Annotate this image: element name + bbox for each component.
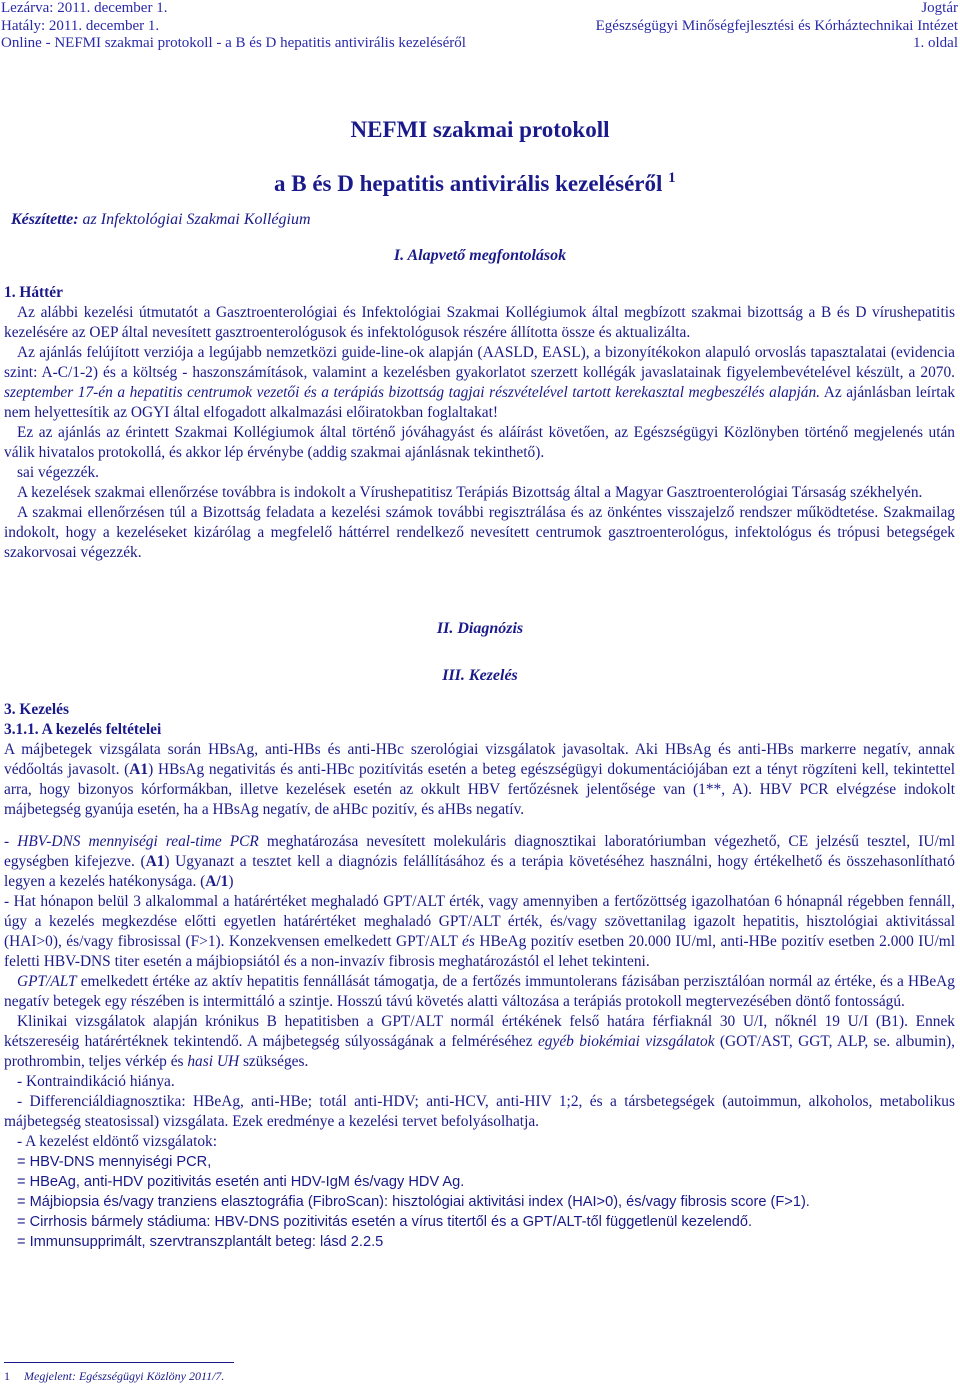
k1-text-b: ) HBsAg negativitás és anti-HBc pozitívitás esetén a beteg egészségügyi dokumentációjában ezt a tényt rögzíteni kell, tekintettel arra, hogy bizonyos kórformákban, illetve kezelések esetén az okkult HBV fertőzésnek jelentősége van (1**, A). HBV PCR elvégzése indokolt májbetegség gyanúja esetén, ha a HBsAg negatív, de aHBc pozitív, és aHBs negatív. (4, 761, 955, 818)
footnote-ref[interactable]: 1 (668, 170, 676, 186)
header-closed-date: Lezárva: 2011. december 1. (1, 0, 168, 16)
hatter-section (4, 283, 955, 563)
kezeles-paragraph-2 (4, 832, 955, 892)
kezeles-paragraph-7: - Differenciáldiagnosztika: HBeAg, anti-HBe; totál anti-HDV; anti-HCV, anti-HIV 1;2, és a társbetegségek (autoimmun, alkoholos, metabolikus májbetegség steatosissal) vizsgálata. Ezek eredménye a kezelési tervet befolyásolhatja. (4, 1093, 955, 1130)
k2-dash: - (4, 833, 18, 850)
k1-text-a: A májbetegek vizsgálata során HBsAg, anti-HBs és anti-HBc szerológiai vizsgálatok javasoltak. Aki HBsAg és anti-HBs markerre negatív, annak védőoltás javasolt. ( (4, 741, 955, 778)
kezeles-paragraph-3 (4, 892, 955, 972)
kezeles-section (4, 700, 955, 1252)
header-effective-date: Hatály: 2011. december 1. (1, 17, 160, 34)
k3-text-b: HBeAg pozitív esetben 20.000 IU/ml, anti-HBe pozitív esetben 2.000 IU/ml feletti HBV-DNS titer esetén a májbiopsiától és a non-invazív fibrosis meghatározástól el lehet tekinteni. (4, 933, 955, 970)
kezeles-paragraph-5 (4, 1012, 955, 1072)
k4-italic: GPT/ALT (17, 973, 77, 990)
kezeles-paragraph-1 (4, 740, 955, 820)
hatter-heading: 1. Háttér (4, 284, 63, 301)
kezeles-heading: 3. Kezelés (4, 701, 69, 718)
p2-text-a: Az ajánlás felújított verziója a legújabb nemzetközi guide-line-ok alapján (AASLD, EASL), a bizonyítékokon alapuló orvoslás tapasztalatai (evidencia szint: A-C/1-2) és a költség - haszonszámítások, valamint a kezelésben gyakorlatot szerzett kollégák javaslatainak figyelembevételével készült, a 2070. (4, 344, 955, 381)
k5-text-c: szükséges. (239, 1053, 309, 1070)
k2-text-a: meghatározása nevesített molekuláris diagnosztikai laboratóriumban végezhető, CE jelzésű tesztel, IU/ml egységben kifejezve. ( (4, 833, 955, 870)
header-left (1, 0, 466, 53)
k2-text-b: ) Ugyanazt a tesztet kell a diagnózis felállításához és a terápia követéséhez használni, hogy értékelhető és összehasonlítható legyen a kezelés hatékonysága. ( (4, 853, 955, 890)
hatter-paragraph-2 (4, 343, 955, 423)
author-label: Készítette: (11, 211, 79, 228)
document-title: NEFMI szakmai protokoll (350, 117, 610, 142)
footnote (4, 1369, 224, 1384)
p2-text-c: Az ajánlásban leírtak nem helyettesítik az OGYI által elfogadott alkalmazási előiratokban foglaltakat! (4, 384, 956, 421)
k5-text-a: Klinikai vizsgálatok alapján krónikus B hepatitisben a GPT/ALT normál értékének felső határa férfiaknál 30 U/I, nőknél 19 U/I (B1). Ennek kétszereséig határértéknek tekintendő. A májbetegség súlyosságának a felméréséhez (4, 1013, 955, 1050)
k5-italic: egyéb biokémiai vizsgálatok (537, 1033, 715, 1050)
k4-text-a: emelkedett értéke az aktív hepatitis fennállását támogatja, de a fertőzés immuntolerans fázisában perzisztálóan normál az értéke, és a HBeAg negatív betegek egy részében is intermittáló a szintje. Hosszú távú követés alatti változása a terápiás protokoll megtervezésében döntő fontosságú. (4, 973, 955, 1010)
kezeles-paragraph-6: - Kontraindikáció hiánya. (17, 1073, 175, 1090)
k3-italic: és (462, 933, 475, 950)
header-document-name: Online - NEFMI szakmai protokoll - a B és D hepatitis antivirális kezeléséről (1, 35, 466, 51)
section-heading-diagnozis: II. Diagnózis (436, 620, 524, 637)
footnote-divider (4, 1362, 234, 1363)
list-item: = HBeAg, anti-HDV pozitivitás esetén anti HDV-IgM és/vagy HDV Ag. (17, 1174, 465, 1190)
page-header (0, 0, 960, 54)
header-page-number: 1. oldal (913, 35, 958, 51)
list-item: = Májbiopsia és/vagy tranziens elasztográfia (FibroScan): hisztológiai aktivitási index (HAI>0), és/vagy fibrosis score (F>1). (17, 1194, 810, 1210)
list-item: = Immunsupprimált, szervtranszplantált beteg: lásd 2.2.5 (17, 1234, 384, 1250)
k5-italic-2: hasi UH (187, 1053, 240, 1070)
header-right (596, 0, 958, 53)
p2-text-italic: szeptember 17-én a hepatitis centrumok vezetői és a terápiás bizottság tagjai részvételével tartott kerekasztal megbeszélés alapján. (4, 384, 821, 401)
hatter-paragraph-1: Az alábbi kezelési útmutatót a Gasztroenterológiai és Infektológiai Szakmai Kollégiumok által megbízott szakmai bizottság a B és D vírushepatitis kezelésére az OEP által nevesített gasztroenterológusok és infektológusok részére állította össze és aktualizálta. (4, 304, 955, 341)
header-source: Jogtár (921, 0, 958, 16)
k5-text-b: (GOT/AST, GGT, ALP, se. albumin), prothrombin, teljes vérkép és (4, 1033, 955, 1070)
hatter-paragraph-4: A kezelések szakmai ellenőrzése továbbra is indokolt a Vírushepatitisz Terápiás Bizottság által a Magyar Gasztroenterológiai Társaság székhelyén. (17, 484, 923, 501)
kezeles-paragraph-4 (4, 972, 955, 1012)
k1-evidence: A1 (129, 761, 149, 778)
author-line (11, 211, 311, 229)
author-name: az Infektológiai Szakmai Kollégium (82, 211, 311, 228)
k2-evidence-2: A/1 (205, 873, 229, 890)
kezeles-paragraph-8: - A kezelést eldöntő vizsgálatok: (17, 1133, 218, 1150)
section-heading-alapveto: I. Alapvető megfontolások (393, 247, 567, 264)
k2-text-c: ) (228, 873, 234, 890)
k2-evidence: A1 (145, 853, 165, 870)
k2-italic: HBV-DNS mennyiségi real-time PCR (17, 833, 259, 850)
hatter-paragraph-3b: sai végezzék. (17, 464, 100, 481)
feltetelei-heading: 3.1.1. A kezelés feltételei (4, 721, 162, 738)
hatter-paragraph-5: A szakmai ellenőrzésen túl a Bizottság feladata a kezelési számok további regisztrálása és az önkéntes visszajelző rendszer működtetése. Szakmailag indokolt, hogy a kezeléseket kizárólag a megfelelő háttérrel rendelkező nevesített centrumok gasztroenterológus, infektológus és trópusi betegségek szakorvosai végezzék. (4, 504, 955, 561)
header-institute: Egészségügyi Minőségfejlesztési és Kórháztechnikai Intézet (595, 17, 958, 34)
list-item: = HBV-DNS mennyiségi PCR, (17, 1154, 212, 1170)
section-heading-kezeles: III. Kezelés (442, 667, 518, 684)
list-item: = Cirrhosis bármely stádiuma: HBV-DNS pozitivitás esetén a vírus titertől és a GPT/ALT-től függetlenül kezelendő. (17, 1214, 753, 1230)
footnote-text: Megjelent: Egészségügyi Közlöny 2011/7. (24, 1369, 225, 1383)
hatter-paragraph-3: Ez az ajánlás az érintett Szakmai Kollégiumok által történő jóváhagyást és aláírást követően, az Egészségügyi Közlönyben történő megjelenés után válik hivatalos protokollá, és akkor lép érvénybe (addig szakmai ajánlásnak tekinthető). (4, 424, 955, 461)
footnote-number: 1 (4, 1369, 10, 1383)
decisive-exams-list (4, 1152, 955, 1252)
document-subtitle (274, 170, 676, 197)
subtitle-text: a B és D hepatitis antivirális kezeléséről (274, 171, 663, 196)
k3-text-a: - Hat hónapon belül 3 alkalommal a határértéket meghaladó GPT/ALT érték, vagy amennyiben a fertőzöttség igazolhatóan 6 hónapnál régebben fennáll, úgy a kezelés megkezdése előtti egyetlen határértéket meghaladó GPT/ALT érték, és/vagy szövettanilag igazolt hepatitis, hisztológiai aktivitással (HAI>0), és/vagy fibrosissal (F>1). Konzekvensen emelkedett GPT/ALT (4, 893, 955, 950)
